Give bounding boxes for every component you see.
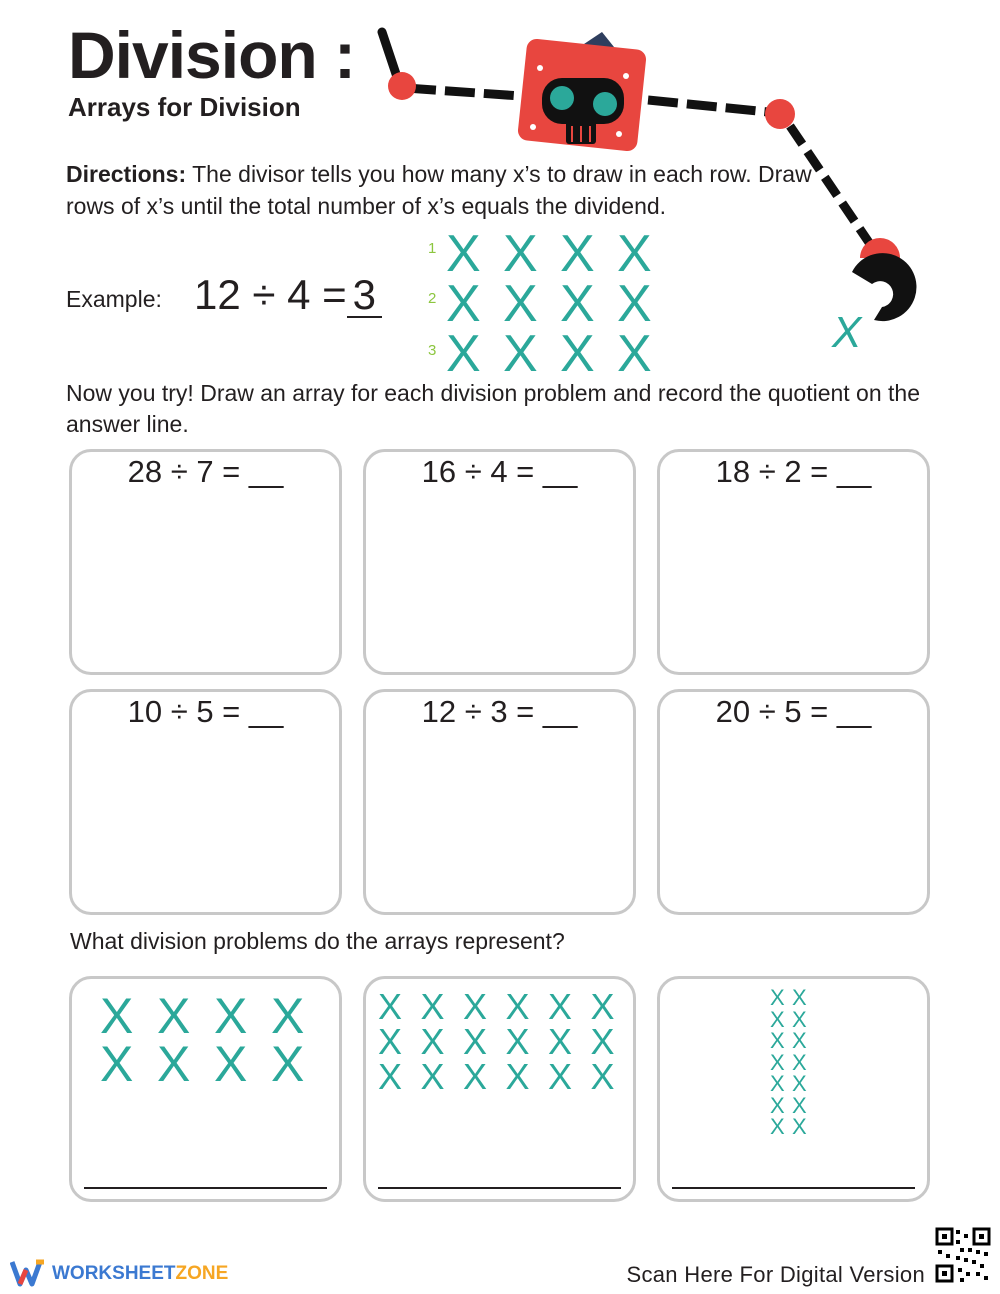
x-mark: X (503, 325, 538, 383)
robot-arm-right-segment (648, 100, 768, 112)
x-mark: X (617, 275, 652, 333)
x-mark: X (446, 325, 481, 383)
robot-arm-left-segment (406, 88, 535, 97)
example-row-number: 1 (428, 240, 437, 257)
x-mark: X (463, 986, 488, 1027)
problem-box[interactable] (363, 449, 636, 675)
x-mark: X (420, 1021, 445, 1062)
x-mark: X (420, 1056, 445, 1097)
array-x-grid (770, 987, 820, 1145)
problem-equation: 10 ÷ 5 = __ (127, 694, 284, 729)
x-mark: X (792, 1092, 807, 1118)
answer-line[interactable] (84, 1187, 327, 1189)
problem-box[interactable] (69, 689, 342, 915)
robot-joint-left (388, 72, 416, 100)
arrays-question: What division problems do the arrays represent? (70, 928, 565, 954)
x-mark: X (792, 1028, 807, 1053)
problem-box[interactable] (657, 689, 930, 915)
directions-label: Directions: (66, 161, 187, 187)
brand-logo-text (52, 1263, 228, 1285)
robot-eye-left (550, 86, 574, 110)
worksheetzone-logo-icon (10, 1258, 48, 1288)
x-mark: X (792, 1049, 807, 1075)
robot-joint-right (765, 99, 795, 129)
x-mark: X (100, 1036, 134, 1092)
problem-box[interactable] (657, 449, 930, 675)
array-box[interactable] (657, 976, 930, 1202)
brand-name-part2: ZONE (175, 1263, 229, 1284)
x-mark: X (505, 986, 530, 1027)
brand-name-part1: WORKSHEET (52, 1263, 176, 1284)
x-mark: X (548, 1056, 573, 1097)
problem-box[interactable] (69, 449, 342, 675)
x-mark: X (548, 1021, 573, 1062)
x-mark: X (560, 275, 595, 333)
x-mark: X (792, 985, 807, 1010)
problem-box[interactable] (363, 689, 636, 915)
x-mark: X (792, 1006, 807, 1032)
example-equation-text: 12 ÷ 4 = (194, 271, 347, 318)
page-subtitle: Arrays for Division (68, 92, 301, 122)
x-mark: X (214, 1036, 248, 1092)
x-mark: X (770, 1049, 785, 1075)
instructions-text: Now you try! Draw an array for each division problem and record the quotient on the answer line. (66, 380, 920, 437)
page-title: Division : (68, 18, 356, 92)
problem-equation: 18 ÷ 2 = __ (715, 454, 872, 489)
robot-claw-x: X (832, 308, 862, 357)
x-mark: X (503, 275, 538, 333)
robot-eye-right (593, 92, 617, 116)
x-mark: X (770, 985, 785, 1010)
x-mark: X (770, 1028, 785, 1053)
x-mark: X (548, 986, 573, 1027)
x-mark: X (100, 988, 134, 1044)
x-mark: X (157, 1036, 191, 1092)
qr-code-icon[interactable] (934, 1226, 992, 1284)
scan-text: Scan Here For Digital Version (626, 1262, 925, 1287)
example-array (428, 225, 668, 383)
answer-line[interactable] (378, 1187, 621, 1189)
x-mark: X (446, 275, 481, 333)
x-mark: X (590, 1056, 615, 1097)
example-equation (194, 271, 382, 318)
array-x-grid (378, 986, 623, 1099)
x-mark: X (463, 1056, 488, 1097)
example-label: Example: (66, 286, 162, 312)
x-mark: X (505, 1056, 530, 1097)
robot-claw (852, 253, 916, 321)
problem-equation: 16 ÷ 4 = __ (421, 454, 578, 489)
robot-arm-top-segment (382, 32, 398, 80)
x-mark: X (770, 1114, 785, 1139)
x-mark: X (792, 1114, 807, 1139)
x-mark: X (560, 225, 595, 283)
x-mark: X (446, 225, 481, 283)
x-mark: X (792, 1071, 807, 1096)
array-box[interactable] (69, 976, 342, 1202)
answer-line[interactable] (672, 1187, 915, 1189)
x-mark: X (420, 986, 445, 1027)
x-mark: X (560, 325, 595, 383)
x-mark: X (378, 1056, 403, 1097)
x-mark: X (214, 988, 248, 1044)
x-mark: X (503, 225, 538, 283)
x-mark: X (770, 1092, 785, 1118)
problem-equation: 12 ÷ 3 = __ (421, 694, 578, 729)
array-x-grid (100, 988, 310, 1092)
x-mark: X (770, 1006, 785, 1032)
x-mark: X (505, 1021, 530, 1062)
example-answer: 3 (347, 274, 382, 318)
example-row-number: 2 (428, 290, 437, 307)
x-mark: X (463, 1021, 488, 1062)
x-mark: X (378, 986, 403, 1027)
example-row-number: 3 (428, 342, 437, 359)
x-mark: X (617, 325, 652, 383)
array-box[interactable] (363, 976, 636, 1202)
directions-text (66, 158, 826, 222)
problem-equation: 28 ÷ 7 = __ (127, 454, 284, 489)
x-mark: X (590, 1021, 615, 1062)
example-x-grid (446, 225, 666, 383)
x-mark: X (157, 988, 191, 1044)
x-mark: X (770, 1071, 785, 1096)
x-mark: X (271, 1036, 305, 1092)
directions-body: The divisor tells you how many x’s to draw in each row. Draw rows of x’s until the total number of x’s equals the dividend. (66, 161, 812, 219)
x-mark: X (271, 988, 305, 1044)
problem-equation: 20 ÷ 5 = __ (715, 694, 872, 729)
x-mark: X (378, 1021, 403, 1062)
x-mark: X (590, 986, 615, 1027)
x-mark: X (617, 225, 652, 283)
